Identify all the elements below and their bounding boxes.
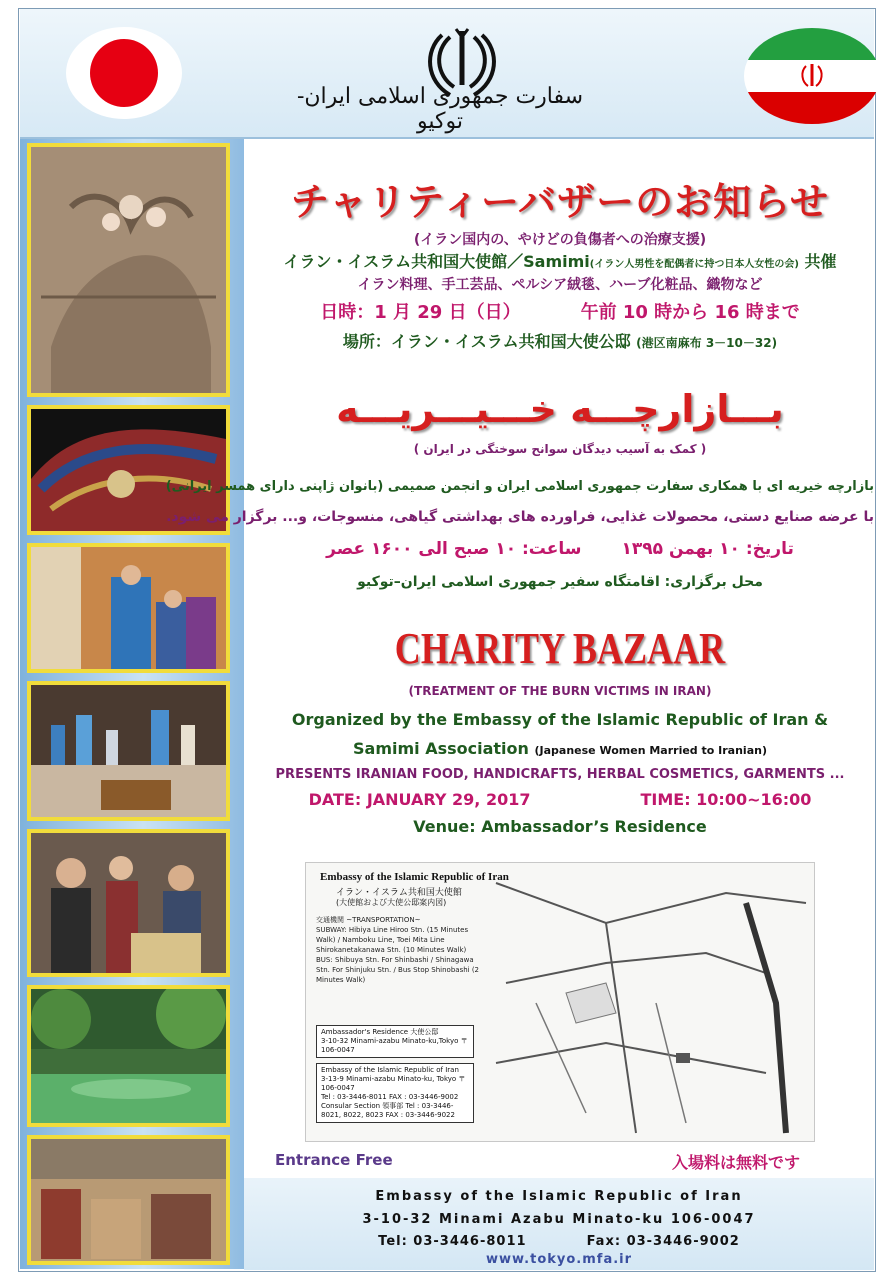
japanese-subtitle: (イラン国内の、やけどの負傷者への治療支援) — [413, 232, 707, 248]
persian-time: ساعت: ۱۰ صبح الی ۱۶۰۰ عصر — [326, 539, 582, 559]
stone-relief-photo — [27, 143, 230, 397]
footer — [244, 1178, 874, 1270]
japanese-place-name: 場所：イラン・イスラム共和国大使公邸 — [342, 332, 631, 351]
photo-sidebar — [20, 139, 244, 1269]
entrance-free-en: Entrance Free — [275, 1151, 393, 1169]
iran-flag — [742, 26, 882, 126]
entrance-free-jp: 入場料は無料です — [672, 1153, 801, 1172]
location-map — [305, 862, 815, 1142]
english-venue: Venue: Ambassador’s Residence — [413, 817, 707, 836]
carpet-display-photo — [27, 1135, 230, 1265]
map-bus: BUS: Shibuya Stn. For Shinbashi / Shinagawa Stn. For Shinjuku Stn. / Bus Stop Shinobashi (2 Minutes Walk) — [316, 956, 480, 984]
english-title: CHARITY BAZAAR — [394, 624, 726, 673]
japanese-time: 午前 10 時から 16 時まで — [580, 302, 800, 323]
handicrafts-photo — [27, 681, 230, 821]
japanese-place-address: (港区南麻布 3－10－32) — [636, 336, 778, 350]
consular-section: Consular Section 領事部 Tel : 03-3446-8021, 8022, 8023 FAX : 03-3446-9022 — [321, 1102, 455, 1119]
map-subtitle-jp: (大使館および大使公邸案内図) — [336, 898, 447, 907]
english-organizer-line-2 — [246, 739, 874, 758]
footer-website-link[interactable]: www.tokyo.mfa.ir — [485, 1252, 633, 1267]
bazaar-crowd-photo — [27, 829, 230, 977]
persian-title: بـــازارچـــه خـــیـــریـــه — [336, 387, 784, 431]
persian-place: محل برگزاری: اقامتگاه سفیر جمهوری اسلامی ایران–توکیو — [357, 574, 763, 590]
english-items: PRESENTS IRANIAN FOOD, HANDICRAFTS, HERBAL COSMETICS, GARMENTS ... — [275, 767, 845, 782]
women-costume-photo — [27, 543, 230, 673]
map-transport — [316, 915, 486, 985]
english-subtitle: (TREATMENT OF THE BURN VICTIMS IN IRAN) — [408, 684, 712, 698]
english-date: DATE: JANUARY 29, 2017 — [308, 790, 531, 809]
map-title: Embassy of the Islamic Republic of Iran — [320, 871, 509, 883]
residence-label: Ambassador's Residence 大使公邸 — [321, 1028, 439, 1036]
footer-fax: Fax: 03-3446-9002 — [586, 1234, 740, 1249]
embassy-address: 3-13-9 Minami-azabu Minato-ku, Tokyo 〒106-0047 — [321, 1075, 466, 1092]
japanese-date: 日時：1 月 29 日（日） — [320, 302, 521, 323]
footer-contact — [244, 1234, 874, 1249]
footer-tel: Tel: 03-3446-8011 — [378, 1234, 527, 1249]
japanese-title: チャリティーバザーのお知らせ — [290, 180, 830, 224]
embassy-box — [316, 1063, 474, 1123]
map-transport-heading: 交通機関 ~TRANSPORTATION~ — [316, 916, 421, 924]
japanese-place — [246, 329, 874, 352]
garden-event-photo — [27, 985, 230, 1127]
japanese-date-time — [246, 298, 874, 324]
english-date-time — [246, 790, 874, 809]
persian-line-1: بازارچه خیریه ای با همکاری سفارت جمهوری اسلامی ایران و انجمن صمیمی (بانوان ژاپنی دارای همسر ایرانی) — [165, 479, 874, 494]
japan-flag — [64, 26, 184, 121]
footer-embassy-name: Embassy of the Islamic Republic of Iran — [375, 1189, 743, 1204]
english-time: TIME: 10:00~16:00 — [640, 790, 812, 809]
japanese-organizer-note: (イラン人男性を配偶者に持つ日本人女性の会) — [589, 259, 799, 270]
map-subway: SUBWAY: Hibiya Line Hiroo Stn. (15 Minutes Walk) / Namboku Line, Toei Mita Line Shirokanetakanawa Stn. (10 Minutes Walk) — [316, 926, 469, 954]
persian-subtitle: ( کمک به آسیب دیدگان سوانح سوختگی در ایران ) — [413, 442, 707, 456]
residence-box — [316, 1025, 474, 1058]
japanese-organizer-suffix: 共催 — [804, 252, 837, 271]
residence-address: 3-10-32 Minami-azabu Minato-ku,Tokyo 〒106-0047 — [321, 1037, 468, 1054]
embassy-tel: Tel : 03-3446-8011 FAX : 03-3446-9002 — [321, 1093, 459, 1101]
persian-date: تاریخ: ۱۰ بهمن ۱۳۹۵ — [621, 539, 794, 559]
footer-address: 3-10-32 Minami Azabu Minato-ku 106-0047 — [362, 1212, 756, 1227]
persian-date-time — [246, 539, 874, 559]
english-organizer-line-1: Organized by the Embassy of the Islamic Republic of Iran & — [291, 710, 829, 729]
japanese-organizer — [246, 249, 874, 272]
embassy-name-persian: سفارت جمهوری اسلامی ایران- توکیو — [296, 84, 584, 134]
english-organizer-name: Samimi Association — [353, 739, 529, 758]
english-organizer-note: (Japanese Women Married to Iranian) — [534, 744, 767, 757]
persian-line-2: با عرضه صنایع دستی، محصولات غذایی، فراورده های بهداشتی گیاهی، منسوجات، و... برگزار می شود. — [166, 509, 874, 525]
embassy-label: Embassy of the Islamic Republic of Iran — [321, 1066, 459, 1074]
japanese-items: イラン料理、手工芸品、ペルシア絨毯、ハーブ化粧品、織物など — [357, 277, 763, 293]
map-title-jp: イラン・イスラム共和国大使館 — [336, 888, 462, 898]
japanese-organizer-name: イラン・イスラム共和国大使館／Samimi — [283, 252, 590, 271]
